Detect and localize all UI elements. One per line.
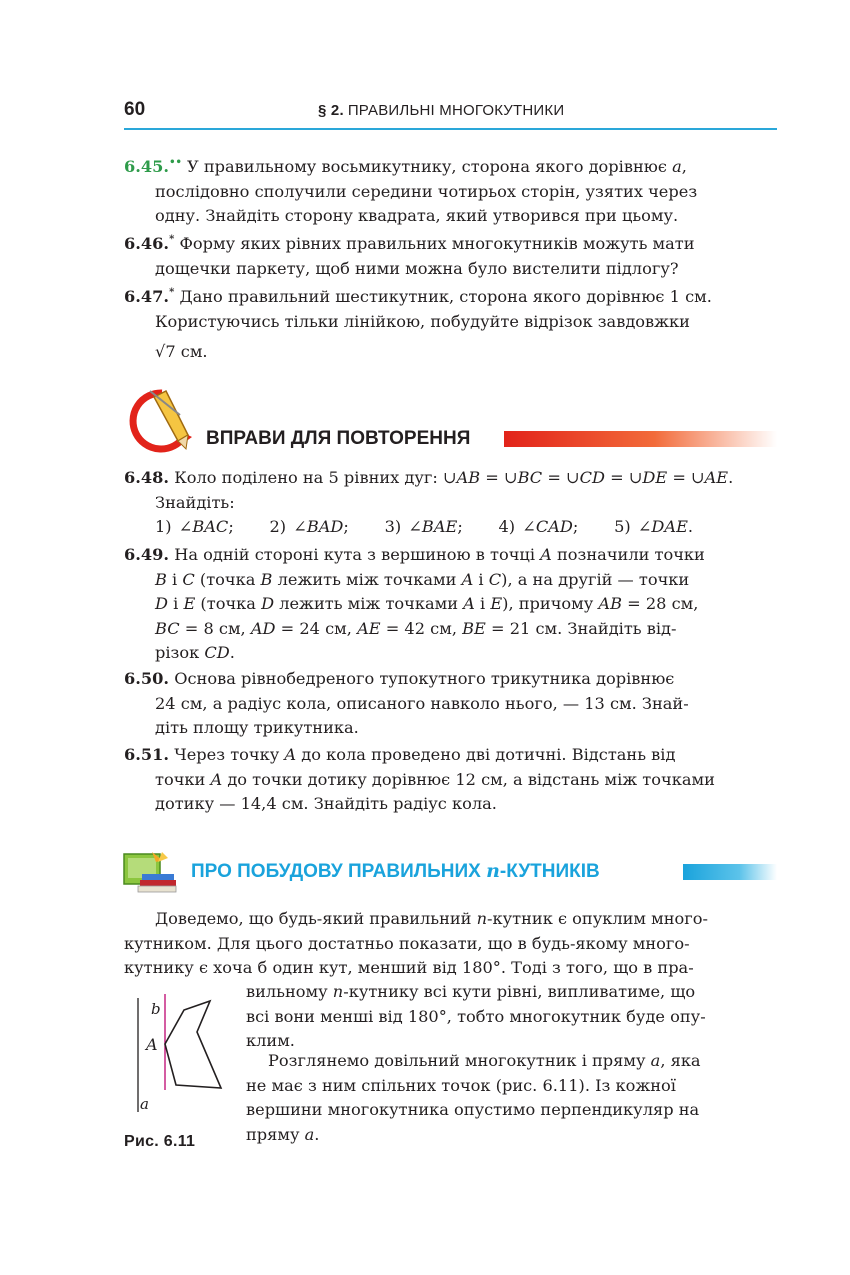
books-icon (122, 850, 180, 896)
text-line: Розглянемо довільний многокутник і пряму a, яка (268, 1051, 701, 1070)
problem-line: дотику — 14,4 см. Знайдіть радіус кола. (155, 794, 497, 813)
problem-number: 6.48. (124, 468, 170, 487)
problem-line: Користуючись тільки лінійкою, побудуйте відрізок завдовжки (155, 311, 690, 331)
problem-line: B і C (точка B лежить між точками A і C), а на другій — точки (155, 569, 690, 589)
title-variable: n (486, 860, 500, 882)
text-line: всі вони менші від 180°, тобто многокутник буде опу- (246, 1006, 706, 1026)
problem-number: 6.47. (124, 287, 170, 306)
problem-line: одну. Знайдіть сторону квадрата, який утворився при цьому. (155, 206, 679, 225)
header-rule (124, 128, 777, 130)
label-A: A (146, 1035, 158, 1054)
review-title-bar (504, 431, 777, 447)
difficulty-mark: •• (169, 157, 182, 168)
problem-line: діть площу трикутника. (155, 718, 359, 737)
problem-line: √7 см. (155, 342, 208, 361)
problem-line: дощечки паркету, щоб ними можна було вистелити підлогу? (155, 258, 679, 278)
problem-6-51 (124, 743, 777, 817)
problem-6-46 (124, 228, 777, 281)
review-section-title: ВПРАВИ ДЛЯ ПОВТОРЕННЯ (206, 428, 471, 449)
problem-line: BC = 8 см, AD = 24 см, AE = 42 см, BE = 21 см. Знайдіть від- (155, 618, 677, 638)
problem-line: На одній стороні кута з вершиною в точці A позначили точки (174, 545, 705, 564)
problem-number: 6.45. (124, 157, 170, 176)
label-a: a (140, 1095, 149, 1113)
problem-line: Основа рівнобедреного тупокутного трикутника дорівнює (174, 669, 675, 688)
paragraph-intro (124, 907, 777, 981)
pencil-compass-icon (122, 385, 202, 455)
title-suffix: -КУТНИКІВ (499, 861, 600, 882)
difficulty-mark: * (169, 234, 175, 245)
problem-line: 24 см, а радіус кола, описаного навколо нього, — 13 см. Знай- (155, 693, 689, 713)
problem-number: 6.50. (124, 669, 170, 688)
problem-line: послідовно сполучили середини чотирьох сторін, узятих через (155, 181, 698, 201)
problem-line: точки A до точки дотику дорівнює 12 см, а відстань між точками (155, 769, 715, 789)
problem-line: D і E (точка D лежить між точками A і E), причому AB = 28 см, (155, 594, 699, 613)
difficulty-mark: * (169, 287, 175, 298)
problem-line: Форму яких рівних правильних многокутників можуть мати (179, 234, 695, 253)
problem-line: Дано правильний шестикутник, сторона якого дорівнює 1 см. (179, 287, 712, 306)
section-marker: § 2. (318, 102, 344, 119)
text-line: Доведемо, що будь-який правильний n-кутник є опуклим много- (155, 909, 708, 928)
text-line: кутнику є хоча б один кут, менший від 180°. Тоді з того, що в пра- (124, 958, 694, 977)
page-number: 60 (124, 99, 146, 120)
label-b: b (151, 1000, 161, 1018)
title-prefix: ПРО ПОБУДОВУ ПРАВИЛЬНИХ (191, 861, 487, 882)
paragraph-intro-continued (246, 980, 777, 1054)
problem-line: У правильному восьмикутнику, сторона якого дорівнює a, (187, 157, 687, 176)
figure-caption: Рис. 6.11 (124, 1133, 196, 1150)
problem-6-49 (124, 543, 777, 666)
text-line: пряму a. (246, 1124, 320, 1144)
construction-section-title (191, 860, 600, 883)
running-header (318, 102, 564, 119)
problem-6-47 (124, 281, 777, 365)
problem-line: Коло поділено на 5 рівних дуг: ∪AB = ∪BC = ∪CD = ∪DE = ∪AE. (174, 468, 734, 487)
text-line: не має з ним спільних точок (рис. 6.11). Із кожної (246, 1075, 676, 1095)
construction-title-bar (683, 864, 777, 880)
problem-line: Знайдіть: (155, 492, 235, 512)
problem-6-45 (124, 151, 777, 229)
section-title: ПРАВИЛЬНІ МНОГОКУТНИКИ (347, 102, 565, 119)
text-line: вершини многокутника опустимо перпендикуляр на (246, 1100, 700, 1119)
problem-line: Через точку A до кола проведено дві дотичні. Відстань від (174, 745, 676, 764)
text-line: клим. (246, 1031, 295, 1050)
problem-line: різок CD. (155, 643, 235, 662)
text-line: кутником. Для цього достатньо показати, що в будь-якому много- (124, 933, 690, 953)
problem-6-48 (124, 466, 777, 540)
problem-number: 6.46. (124, 234, 170, 253)
problem-number: 6.49. (124, 545, 170, 564)
text-line: вильному n-кутнику всі кути рівні, випливатиме, що (246, 982, 696, 1001)
paragraph-construction (246, 1049, 777, 1147)
problem-6-50 (124, 667, 777, 741)
polygon-shape (165, 1001, 221, 1088)
figure-6-11 (130, 992, 230, 1117)
problem-number: 6.51. (124, 745, 170, 764)
answer-options: 1) ∠BAC; 2) ∠BAD; 3) ∠BAE; 4) ∠CAD; 5) ∠DAE. (155, 517, 694, 536)
